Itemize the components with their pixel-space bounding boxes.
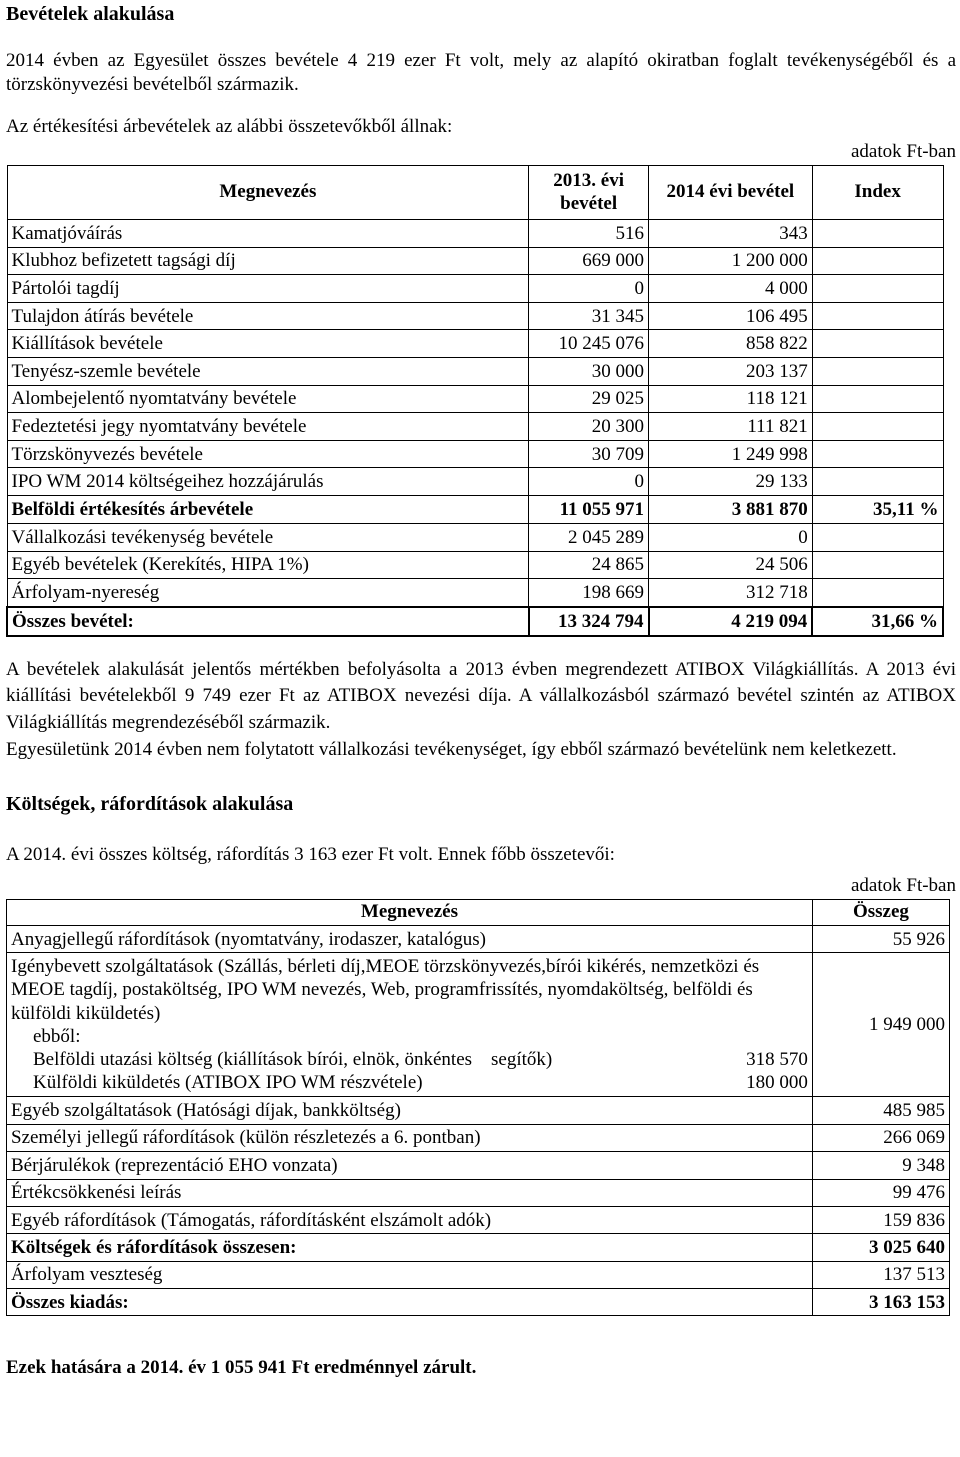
cost-row-name: Bérjárulékok (reprezentáció EHO vonzata) [7, 1152, 813, 1179]
revenue-table [6, 165, 944, 637]
services-sub-foreign [11, 1071, 808, 1094]
cost-row-amount: 137 513 [812, 1261, 949, 1288]
cost-row-name: Egyéb ráfordítások (Támogatás, ráfordításként elszámolt adók) [7, 1206, 813, 1233]
revenue-row-index [812, 385, 943, 413]
revenue-row-name: Összes bevétel: [7, 607, 529, 636]
cost-row-services [7, 953, 950, 1097]
revenue-row [7, 579, 943, 607]
revenue-row [7, 330, 943, 358]
revenue-row-2014: 203 137 [649, 358, 813, 386]
cost-row [7, 925, 950, 952]
cost-row-amount: 159 836 [812, 1206, 949, 1233]
revenue-row-2014: 1 200 000 [649, 247, 813, 275]
cost-table-body [7, 925, 950, 1316]
revenue-row-2013: 0 [529, 468, 649, 496]
cost-row [7, 1206, 950, 1233]
revenue-row [7, 247, 943, 275]
revenue-row-2014: 858 822 [649, 330, 813, 358]
cost-row-amount: 3 025 640 [812, 1234, 949, 1261]
revenue-row-index [812, 302, 943, 330]
cost-row [7, 1179, 950, 1206]
revenue-row-name: Klubhoz befizetett tagsági díj [7, 247, 529, 275]
revenue-row-name: Vállalkozási tevékenység bevétele [7, 524, 529, 552]
document-page [6, 0, 956, 1380]
cost-row-amount: 266 069 [812, 1124, 949, 1151]
revenue-row-index [812, 579, 943, 607]
revenue-row-index [812, 524, 943, 552]
revenue-row-index [812, 220, 943, 248]
cost-row [7, 1289, 950, 1316]
revenue-row-name: Alombejelentő nyomtatvány bevétele [7, 385, 529, 413]
revenue-row-name: Árfolyam-nyereség [7, 579, 529, 607]
revenue-row-index: 31,66 % [812, 607, 943, 636]
revenue-row-name: Kiállítások bevétele [7, 330, 529, 358]
revenue-row [7, 358, 943, 386]
cost-row-amount: 3 163 153 [812, 1289, 949, 1316]
cost-row-name: Összes kiadás: [7, 1289, 813, 1316]
revenue-row-index [812, 551, 943, 579]
revenue-row-name: IPO WM 2014 költségeihez hozzájárulás [7, 468, 529, 496]
revenue-row-name: Fedeztetési jegy nyomtatvány bevétele [7, 413, 529, 441]
revenue-row-2013: 30 709 [529, 440, 649, 468]
revenue-row [7, 413, 943, 441]
revenue-note-paragraph: A bevételek alakulását jelentős mértékben befolyásolta a 2013 évben megrendezett ATIBOX Világkiállítás. A 2013 évi kiállítási bevételekből 9 749 ezer Ft az ATIBOX nevezési díja. A vállalkozásból származó bevétel szintén az ATIBOX Világkiállítás megrendezéséből származik. [6, 658, 956, 733]
revenue-row-2013: 11 055 971 [529, 496, 649, 524]
header-name: Megnevezés [7, 899, 813, 925]
revenue-row-2013: 669 000 [529, 247, 649, 275]
revenue-row-name: Tulajdon átírás bevétele [7, 302, 529, 330]
revenue-row [7, 496, 943, 524]
cost-row-name: Anyagjellegű ráfordítások (nyomtatvány, irodaszer, katalógus) [7, 925, 813, 952]
revenue-row-name: Kamatjóváírás [7, 220, 529, 248]
revenue-row-2014: 29 133 [649, 468, 813, 496]
revenue-row-2013: 31 345 [529, 302, 649, 330]
revenue-row-2013: 0 [529, 275, 649, 303]
cost-intro-paragraph: A 2014. évi összes költség, ráfordítás 3 163 ezer Ft volt. Ennek főbb összetevői: [6, 843, 615, 865]
revenue-row-index [812, 413, 943, 441]
result-statement: Ezek hatására a 2014. év 1 055 941 Ft eredménnyel zárult. [6, 1357, 477, 1379]
revenue-table-lead: Az értékesítési árbevételek az alábbi összetevőkből állnak: [6, 115, 453, 137]
revenue-row-2013: 516 [529, 220, 649, 248]
revenue-row-name: Tenyész-szemle bevétele [7, 358, 529, 386]
revenue-row-index: 35,11 % [812, 496, 943, 524]
cost-row-name: Költségek és ráfordítások összesen: [7, 1234, 813, 1261]
cost-row-amount: 9 348 [812, 1152, 949, 1179]
revenue-row-2013: 2 045 289 [529, 524, 649, 552]
revenue-row [7, 385, 943, 413]
header-amount: Összeg [812, 899, 949, 925]
revenue-row-index [812, 247, 943, 275]
revenue-row [7, 607, 943, 636]
revenue-row [7, 220, 943, 248]
cost-row-name: Személyi jellegű ráfordítások (külön részletezés a 6. pontban) [7, 1124, 813, 1151]
revenue-row-2013: 10 245 076 [529, 330, 649, 358]
revenue-row-2014: 111 821 [649, 413, 813, 441]
revenue-row-2013: 198 669 [529, 579, 649, 607]
revenue-row-name: Törzskönyvezés bevétele [7, 440, 529, 468]
revenue-note-paragraph-2: Egyesületünk 2014 évben nem folytatott vállalkozási tevékenységet, így ebből származó bevételünk nem keletkezett. [6, 738, 897, 760]
revenue-row-2013: 30 000 [529, 358, 649, 386]
revenue-row-2014: 3 881 870 [649, 496, 813, 524]
revenue-row-index [812, 440, 943, 468]
header-name: Megnevezés [7, 166, 529, 220]
revenue-row-2014: 4 219 094 [649, 607, 813, 636]
cost-row-name: Értékcsökkenési leírás [7, 1179, 813, 1206]
services-of-which: ebből: [33, 1025, 81, 1047]
header-2014: 2014 évi bevétel [649, 166, 813, 220]
cost-row-name: Árfolyam veszteség [7, 1261, 813, 1288]
revenue-row-index [812, 358, 943, 386]
sub-foreign-label: Külföldi kiküldetés (ATIBOX IPO WM részvétele) [33, 1072, 423, 1094]
cost-row-name: Egyéb szolgáltatások (Hatósági díjak, bankköltség) [7, 1097, 813, 1124]
revenue-row-index [812, 468, 943, 496]
cost-row-amount: 485 985 [812, 1097, 949, 1124]
revenue-row [7, 275, 943, 303]
revenue-row-name: Pártolói tagdíj [7, 275, 529, 303]
revenue-row-2014: 0 [649, 524, 813, 552]
services-description: Igénybevett szolgáltatások (Szállás, bérleti díj,MEOE törzskönyvezés,bírói kikérés, nemzetközi és MEOE tagdíj, postaköltség, IPO WM nevezés, Web, programfrissítés, nyomdaköltség, belföldi és külföldi kiküldetés) [11, 956, 760, 1024]
revenue-row-2014: 312 718 [649, 579, 813, 607]
revenue-row-name: Belföldi értékesítés árbevétele [7, 496, 529, 524]
sub-foreign-value: 180 000 [746, 1072, 808, 1094]
revenue-row-2014: 118 121 [649, 385, 813, 413]
revenue-row-name: Egyéb bevételek (Kerekítés, HIPA 1%) [7, 551, 529, 579]
revenue-row-2014: 24 506 [649, 551, 813, 579]
revenue-row-2014: 4 000 [649, 275, 813, 303]
services-amount: 1 949 000 [812, 953, 949, 1097]
cost-unit-note: adatok Ft-ban [850, 874, 956, 896]
revenue-section-title: Bevételek alakulása [6, 3, 175, 25]
cost-row [7, 1097, 950, 1124]
revenue-row [7, 551, 943, 579]
cost-row [7, 1124, 950, 1151]
cost-table [6, 899, 950, 1317]
cost-row [7, 1261, 950, 1288]
sub-domestic-label: Belföldi utazási költség (kiállítások bírói, elnök, önkéntes segítők) [33, 1048, 553, 1070]
revenue-row-2013: 24 865 [529, 551, 649, 579]
revenue-intro-paragraph: 2014 évben az Egyesület összes bevétele 4 219 ezer Ft volt, mely az alapító okiratban foglalt tevékenységéből és a törzskönyvezési bevételből származik. [6, 50, 956, 95]
revenue-row-2013: 20 300 [529, 413, 649, 441]
cost-row [7, 1234, 950, 1261]
cost-section-title: Költségek, ráfordítások alakulása [6, 793, 294, 816]
revenue-row [7, 302, 943, 330]
revenue-row [7, 468, 943, 496]
cost-table-header [7, 899, 950, 925]
revenue-row-2014: 106 495 [649, 302, 813, 330]
revenue-row [7, 524, 943, 552]
sub-domestic-value: 318 570 [746, 1048, 808, 1070]
cost-row [7, 1152, 950, 1179]
revenue-unit-note: adatok Ft-ban [850, 140, 956, 162]
cost-row-amount: 55 926 [812, 925, 949, 952]
revenue-row-2013: 13 324 794 [529, 607, 649, 636]
revenue-row-index [812, 330, 943, 358]
revenue-row [7, 440, 943, 468]
services-sub-domestic [11, 1048, 808, 1071]
header-2013: 2013. évi bevétel [529, 166, 649, 220]
revenue-table-body [7, 220, 943, 636]
cost-row-amount: 99 476 [812, 1179, 949, 1206]
revenue-row-index [812, 275, 943, 303]
revenue-row-2013: 29 025 [529, 385, 649, 413]
header-index: Index [812, 166, 943, 220]
revenue-row-2014: 1 249 998 [649, 440, 813, 468]
revenue-row-2014: 343 [649, 220, 813, 248]
revenue-table-header [7, 166, 943, 220]
